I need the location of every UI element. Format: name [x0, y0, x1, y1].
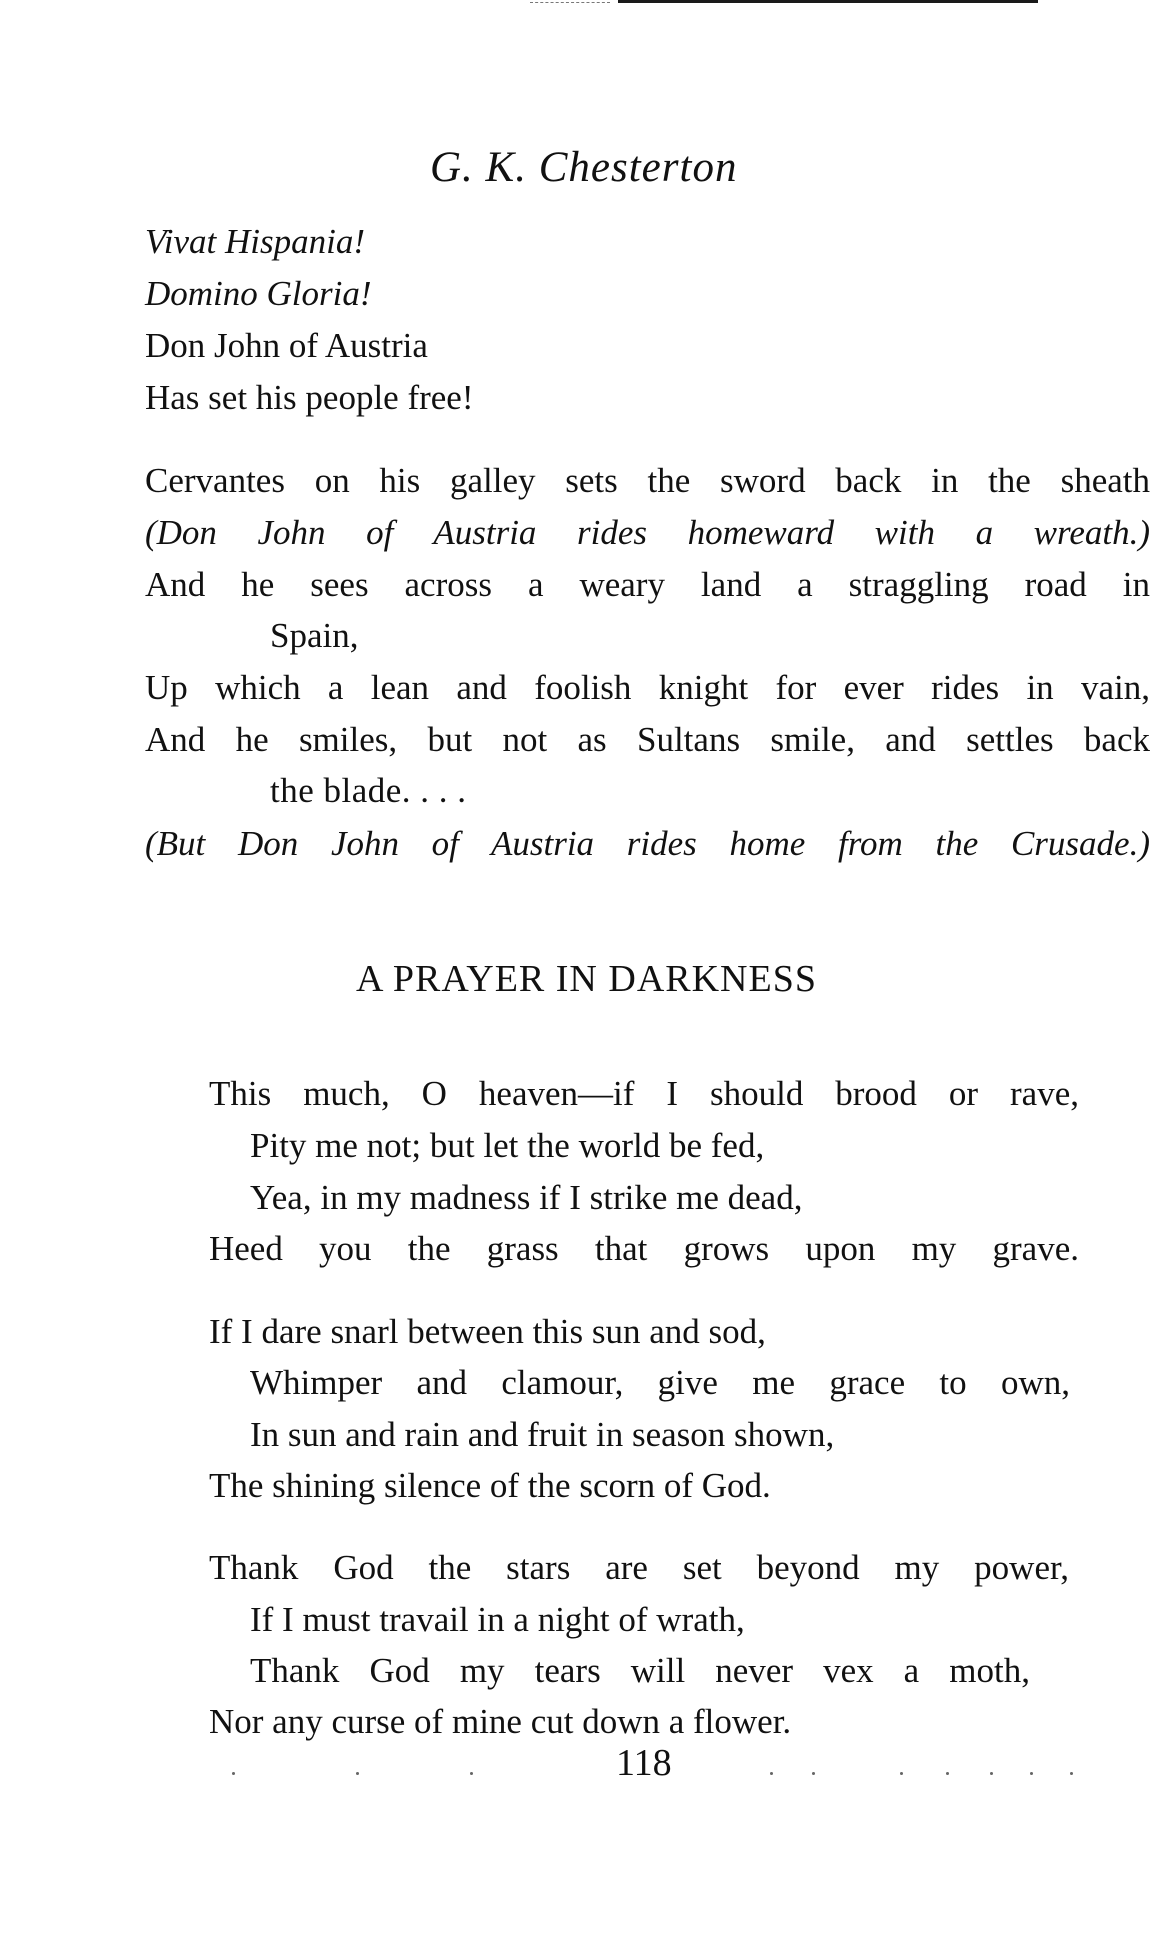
intro-line-3: Don John of Austria [145, 326, 428, 365]
top-rule-dots [530, 2, 610, 4]
scan-speck [1070, 1772, 1073, 1775]
prayer-s3-line-2: If I must travail in a night of wrath, [250, 1600, 745, 1639]
page-number: 118 [616, 1742, 672, 1784]
scan-speck [900, 1772, 903, 1775]
running-header-author: G. K. Chesterton [430, 144, 738, 191]
cervantes-line-5: Up which a lean and foolish knight for ever rides in vain, [145, 668, 1150, 707]
scan-speck [470, 1772, 473, 1775]
cervantes-line-6: And he smiles, but not as Sultans smile, and settles back [145, 720, 1150, 759]
prayer-s2-line-4: The shining silence of the scorn of God. [209, 1466, 771, 1505]
cervantes-line-1: Cervantes on his galley sets the sword back in the sheath [145, 461, 1150, 500]
scan-speck [1030, 1772, 1033, 1775]
scan-speck [356, 1772, 359, 1775]
cervantes-line-8: (But Don John of Austria rides home from the Crusade.) [145, 824, 1150, 863]
prayer-s2-line-2: Whimper and clamour, give me grace to own, [250, 1363, 1070, 1402]
cervantes-line-7: the blade. . . . [270, 771, 467, 810]
top-rule [618, 0, 1038, 3]
scan-speck [770, 1772, 773, 1775]
scan-speck [232, 1772, 235, 1775]
scan-speck [812, 1772, 815, 1775]
prayer-s3-line-1: Thank God the stars are set beyond my power, [209, 1548, 1069, 1587]
intro-line-4: Has set his people free! [145, 378, 474, 417]
scan-speck [946, 1772, 949, 1775]
prayer-s1-line-1: This much, O heaven—if I should brood or rave, [209, 1074, 1079, 1113]
prayer-s1-line-2: Pity me not; but let the world be fed, [250, 1126, 765, 1165]
scan-speck [990, 1772, 993, 1775]
prayer-s2-line-1: If I dare snarl between this sun and sod, [209, 1312, 766, 1351]
prayer-s2-line-3: In sun and rain and fruit in season shown, [250, 1415, 835, 1454]
intro-line-1: Vivat Hispania! [145, 222, 366, 261]
prayer-s1-line-4: Heed you the grass that grows upon my grave. [209, 1229, 1079, 1268]
cervantes-line-3: And he sees across a weary land a straggling road in [145, 565, 1150, 604]
cervantes-line-4: Spain, [270, 616, 359, 655]
poem-title: A PRAYER IN DARKNESS [356, 958, 817, 1000]
prayer-s3-line-3: Thank God my tears will never vex a moth, [250, 1651, 1030, 1690]
intro-line-2: Domino Gloria! [145, 274, 372, 313]
prayer-s3-line-4: Nor any curse of mine cut down a flower. [209, 1702, 792, 1741]
cervantes-line-2: (Don John of Austria rides homeward with a wreath.) [145, 513, 1150, 552]
prayer-s1-line-3: Yea, in my madness if I strike me dead, [250, 1178, 803, 1217]
